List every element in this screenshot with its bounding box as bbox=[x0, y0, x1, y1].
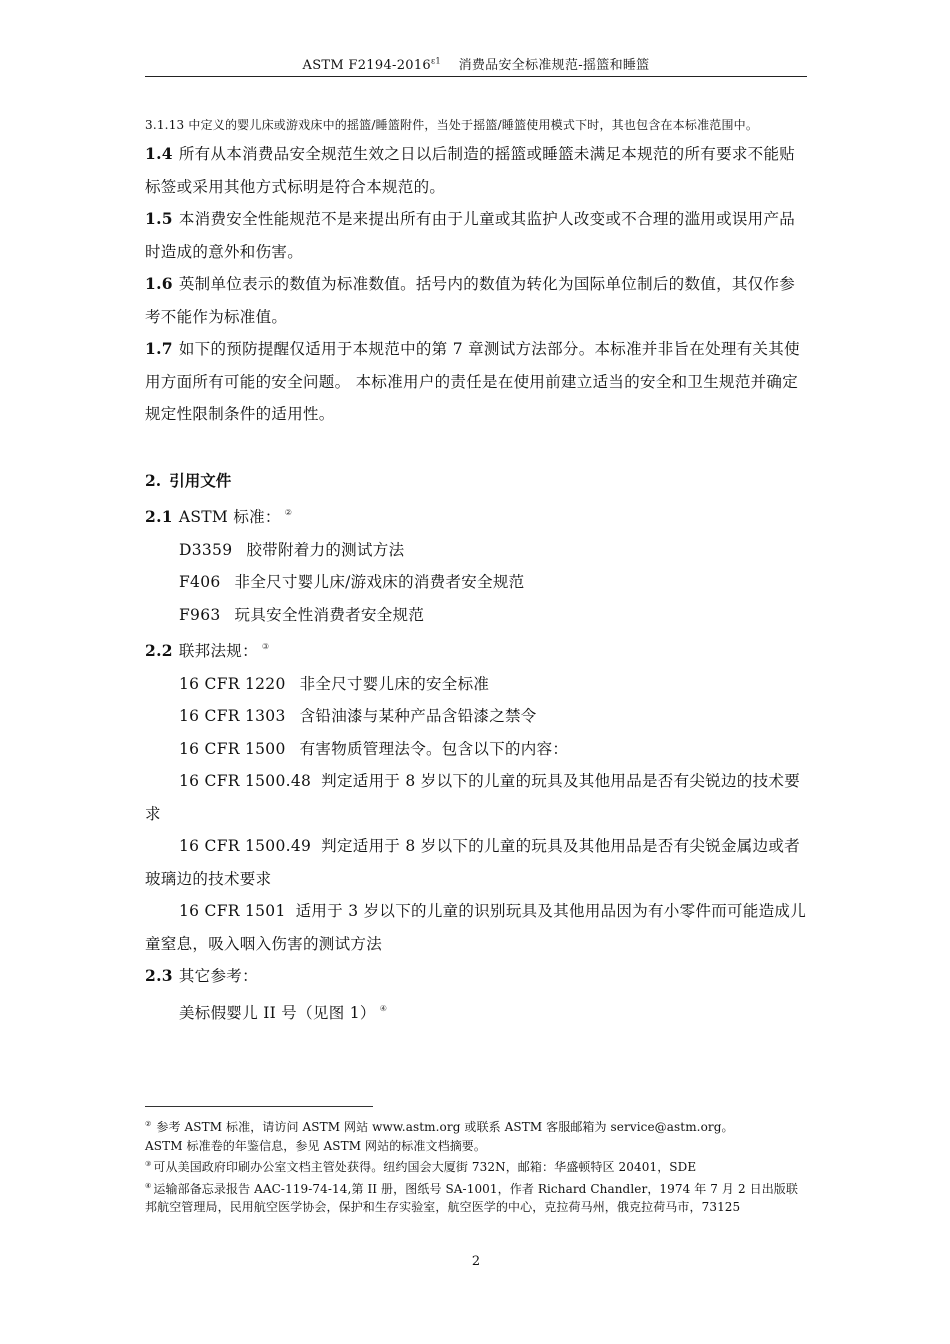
section-title: 引用文件 bbox=[169, 470, 232, 490]
reference-title: 非全尺寸婴儿床/游戏床的消费者安全规范 bbox=[234, 573, 525, 591]
footnote-2-continued: ASTM 标准卷的年鉴信息，参见 ASTM 网站的标准文档摘要。 bbox=[145, 1138, 487, 1153]
clause-1-6 bbox=[145, 268, 807, 333]
clause-1-7 bbox=[145, 333, 807, 431]
reference-item bbox=[145, 765, 807, 830]
reference-title: 判定适用于 8 岁以下的儿童的玩具及其他用品是否有尖锐边的技术要求 bbox=[145, 772, 800, 823]
clause-1-5 bbox=[145, 203, 807, 268]
header-title: 消费品安全标准规范-摇篮和睡篮 bbox=[458, 58, 650, 73]
clause-2-3 bbox=[145, 960, 807, 993]
reference-code: 16 CFR 1500.48 bbox=[179, 772, 312, 790]
clause-text: 所有从本消费品安全规范生效之日以后制造的摇篮或睡篮未满足本规范的所有要求不能贴标签或采用其他方式标明是符合本规范的。 bbox=[145, 145, 796, 196]
footnotes bbox=[145, 1115, 807, 1217]
main-content bbox=[145, 112, 807, 1029]
section-number: 2. bbox=[145, 470, 162, 490]
reference-code: 16 CFR 1500 bbox=[179, 739, 286, 758]
reference-code: D3359 bbox=[179, 540, 233, 559]
reference-item bbox=[145, 534, 807, 567]
footnote-text: 参考 ASTM 标准，请访问 ASTM 网站 www.astm.org 或联系 ASTM 客服邮箱为 service@astm.org。 bbox=[156, 1120, 734, 1134]
reference-title: 有害物质管理法令。包含以下的内容： bbox=[299, 739, 569, 758]
reference-item bbox=[145, 668, 807, 701]
reference-title: 非全尺寸婴儿床的安全标准 bbox=[299, 674, 490, 693]
reference-item bbox=[145, 599, 807, 632]
clause-label: 其它参考： bbox=[178, 967, 258, 985]
reference-item bbox=[145, 993, 807, 1030]
footnote-2 bbox=[145, 1115, 807, 1137]
reference-item bbox=[145, 566, 807, 599]
reference-title: 胶带附着力的测试方法 bbox=[246, 540, 405, 559]
clause-text: 本消费安全性能规范不是来提出所有由于儿童或其监护人改变或不合理的滥用或误用产品时造成的意外和伤害。 bbox=[145, 210, 796, 261]
clause-2-2 bbox=[145, 631, 807, 668]
footnote-text: 可从美国政府印刷办公室文档主管处获得。纽约国会大厦街 732N，邮箱：华盛顿特区 20401，SDE bbox=[153, 1160, 697, 1174]
reference-title: 美标假婴儿 II 号（见图 1） bbox=[179, 1003, 376, 1022]
footnote-mark: ② bbox=[145, 1120, 152, 1128]
clause-number: 1.5 bbox=[145, 209, 173, 228]
reference-title: 含铅油漆与某种产品含铅漆之禁令 bbox=[299, 707, 537, 725]
clause-text: 如下的预防提醒仅适用于本规范中的第 7 章测试方法部分。本标准并非旨在处理有关其使用方面所有可能的安全问题。 本标准用户的责任是在使用前建立适当的安全和卫生规范并确定规定性限制条件的适用性。 bbox=[145, 340, 800, 423]
reference-title: 适用于 3 岁以下的儿童的识别玩具及其他用品因为有小零件而可能造成儿童窒息，吸入咽入伤害的测试方法 bbox=[145, 902, 807, 953]
reference-item bbox=[145, 830, 807, 895]
header-edition-mark: ε1 bbox=[431, 56, 441, 66]
reference-item bbox=[145, 733, 807, 766]
clause-label: 联邦法规： bbox=[178, 642, 258, 660]
clause-1-4 bbox=[145, 138, 807, 203]
reference-code: F963 bbox=[179, 605, 221, 624]
page-number: 2 bbox=[471, 1254, 481, 1269]
clause-2-1 bbox=[145, 497, 807, 534]
clause-number: 1.4 bbox=[145, 144, 173, 163]
reference-code: F406 bbox=[179, 573, 221, 591]
reference-title: 判定适用于 8 岁以下的儿童的玩具及其他用品是否有尖锐金属边或者玻璃边的技术要求 bbox=[145, 837, 800, 888]
clause-number: 2.2 bbox=[145, 641, 173, 660]
reference-code: 16 CFR 1303 bbox=[179, 707, 286, 725]
clause-label: ASTM 标准： bbox=[178, 508, 281, 526]
reference-code: 16 CFR 1220 bbox=[179, 674, 286, 693]
reference-item bbox=[145, 895, 807, 960]
section-heading-referenced-documents bbox=[145, 465, 807, 498]
footnote-ref-2[interactable]: ② bbox=[284, 508, 293, 517]
intro-continuation: 3.1.13 中定义的婴儿床或游戏床中的摇篮/睡篮附件，当处于摇篮/睡篮使用模式下时，其也包含在本标准范围中。 bbox=[145, 118, 759, 132]
reference-item bbox=[145, 700, 807, 733]
footnote-mark: ③ bbox=[145, 1160, 152, 1168]
reference-code: 16 CFR 1501 bbox=[179, 902, 286, 920]
footnote-text: 运输部备忘录报告 AAC-119-74-14,第 II 册，图纸号 SA-1001，作者 Richard Chandler，1974 年 7 月 2 日出版联邦航空管理局，民用航空医学协会，保护和生存实验室，航空医学的中心，克拉荷马州，俄克拉荷马市，73125 bbox=[145, 1181, 799, 1214]
clause-number: 1.6 bbox=[145, 274, 173, 293]
reference-title: 玩具安全性消费者安全规范 bbox=[234, 605, 425, 624]
reference-code: 16 CFR 1500.49 bbox=[179, 837, 312, 855]
clause-number: 2.3 bbox=[145, 966, 173, 985]
header-standard: ASTM F2194-2016 bbox=[302, 58, 431, 73]
footnote-3 bbox=[145, 1155, 807, 1177]
clause-number: 1.7 bbox=[145, 339, 173, 358]
header-divider bbox=[145, 76, 807, 77]
clause-number: 2.1 bbox=[145, 507, 173, 526]
footnote-divider bbox=[145, 1106, 373, 1107]
footnote-mark: ④ bbox=[145, 1181, 152, 1190]
footnote-ref-3[interactable]: ③ bbox=[261, 642, 270, 651]
footnote-ref-4[interactable]: ④ bbox=[379, 1003, 388, 1013]
running-header bbox=[145, 54, 807, 73]
clause-text: 英制单位表示的数值为标准数值。括号内的数值为转化为国际单位制后的数值，其仅作参考不能作为标准值。 bbox=[145, 275, 796, 326]
footnote-4 bbox=[145, 1177, 807, 1217]
